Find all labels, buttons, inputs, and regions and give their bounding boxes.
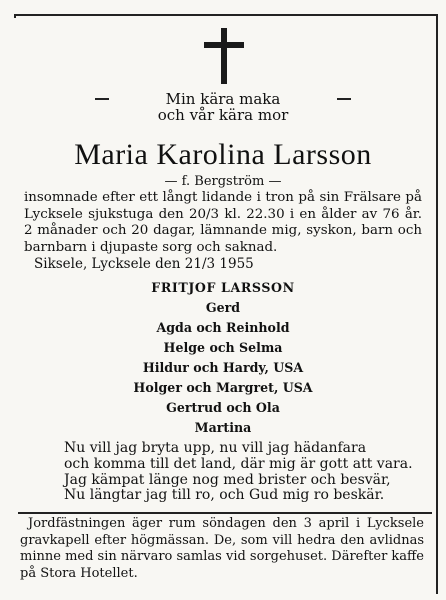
verse-line: Nu längtar jag till ro, och Gud mig ro beskär. <box>64 487 385 504</box>
announcement-text <box>24 190 422 256</box>
mourner-name: Helge och Selma <box>163 340 283 355</box>
mourners-list <box>0 278 446 438</box>
mourner-name: Gertrud och Ola <box>166 400 280 415</box>
announcement-line: insomnade efter ett långt lidande i tron på sin Frälsare på <box>24 190 422 205</box>
funeral-info <box>20 516 424 582</box>
frame-top-border <box>14 14 438 16</box>
funeral-line: på Stora Hotellet. <box>20 565 138 581</box>
funeral-line: gravkapell efter högmässan. De, som vill hedra den avlidnas <box>20 532 424 548</box>
announcement-line: barnbarn i djupaste sorg och saknad. <box>24 239 278 255</box>
verse-line: Jag kämpat länge nog med brister och besvär, <box>64 471 391 488</box>
frame-left-border <box>14 14 16 18</box>
intro-lines <box>0 91 446 123</box>
announcement-line: 2 månader och 20 dagar, lämnande mig, syskon, barn och <box>24 223 422 238</box>
cross-icon <box>202 28 246 84</box>
intro-line-1: Min kära maka <box>165 90 281 108</box>
verse-line: och komma till det land, där mig är gott att vara. <box>64 455 413 472</box>
funeral-line: Jordfästningen äger rum söndagen den 3 april i Lycksele <box>28 516 424 531</box>
intro-line-2: och vår kära mor <box>157 106 289 124</box>
deceased-name: Maria Karolina Larsson <box>74 138 372 171</box>
announcement-line: Lycksele sjukstuga den 20/3 kl. 22.30 i en ålder av 76 år. <box>24 206 422 222</box>
mourner-name: FRITJOF LARSSON <box>151 280 295 295</box>
funeral-line: minne med sin närvaro samlas vid sorgehuset. Därefter kaffe <box>20 549 424 564</box>
verse-line: Nu vill jag bryta upp, nu vill jag hädanfara <box>64 440 367 456</box>
mourner-name: Martina <box>194 420 252 435</box>
section-divider <box>18 512 432 514</box>
dateline: Siksele, Lycksele den 21/3 1955 <box>34 256 254 272</box>
maiden-name: — f. Bergström — <box>164 174 282 189</box>
mourner-name: Hildur och Hardy, USA <box>142 360 304 375</box>
mourner-name: Gerd <box>205 300 241 315</box>
memorial-verse <box>64 441 413 504</box>
mourner-name: Agda och Reinhold <box>156 320 290 335</box>
mourner-name: Holger och Margret, USA <box>133 380 313 395</box>
